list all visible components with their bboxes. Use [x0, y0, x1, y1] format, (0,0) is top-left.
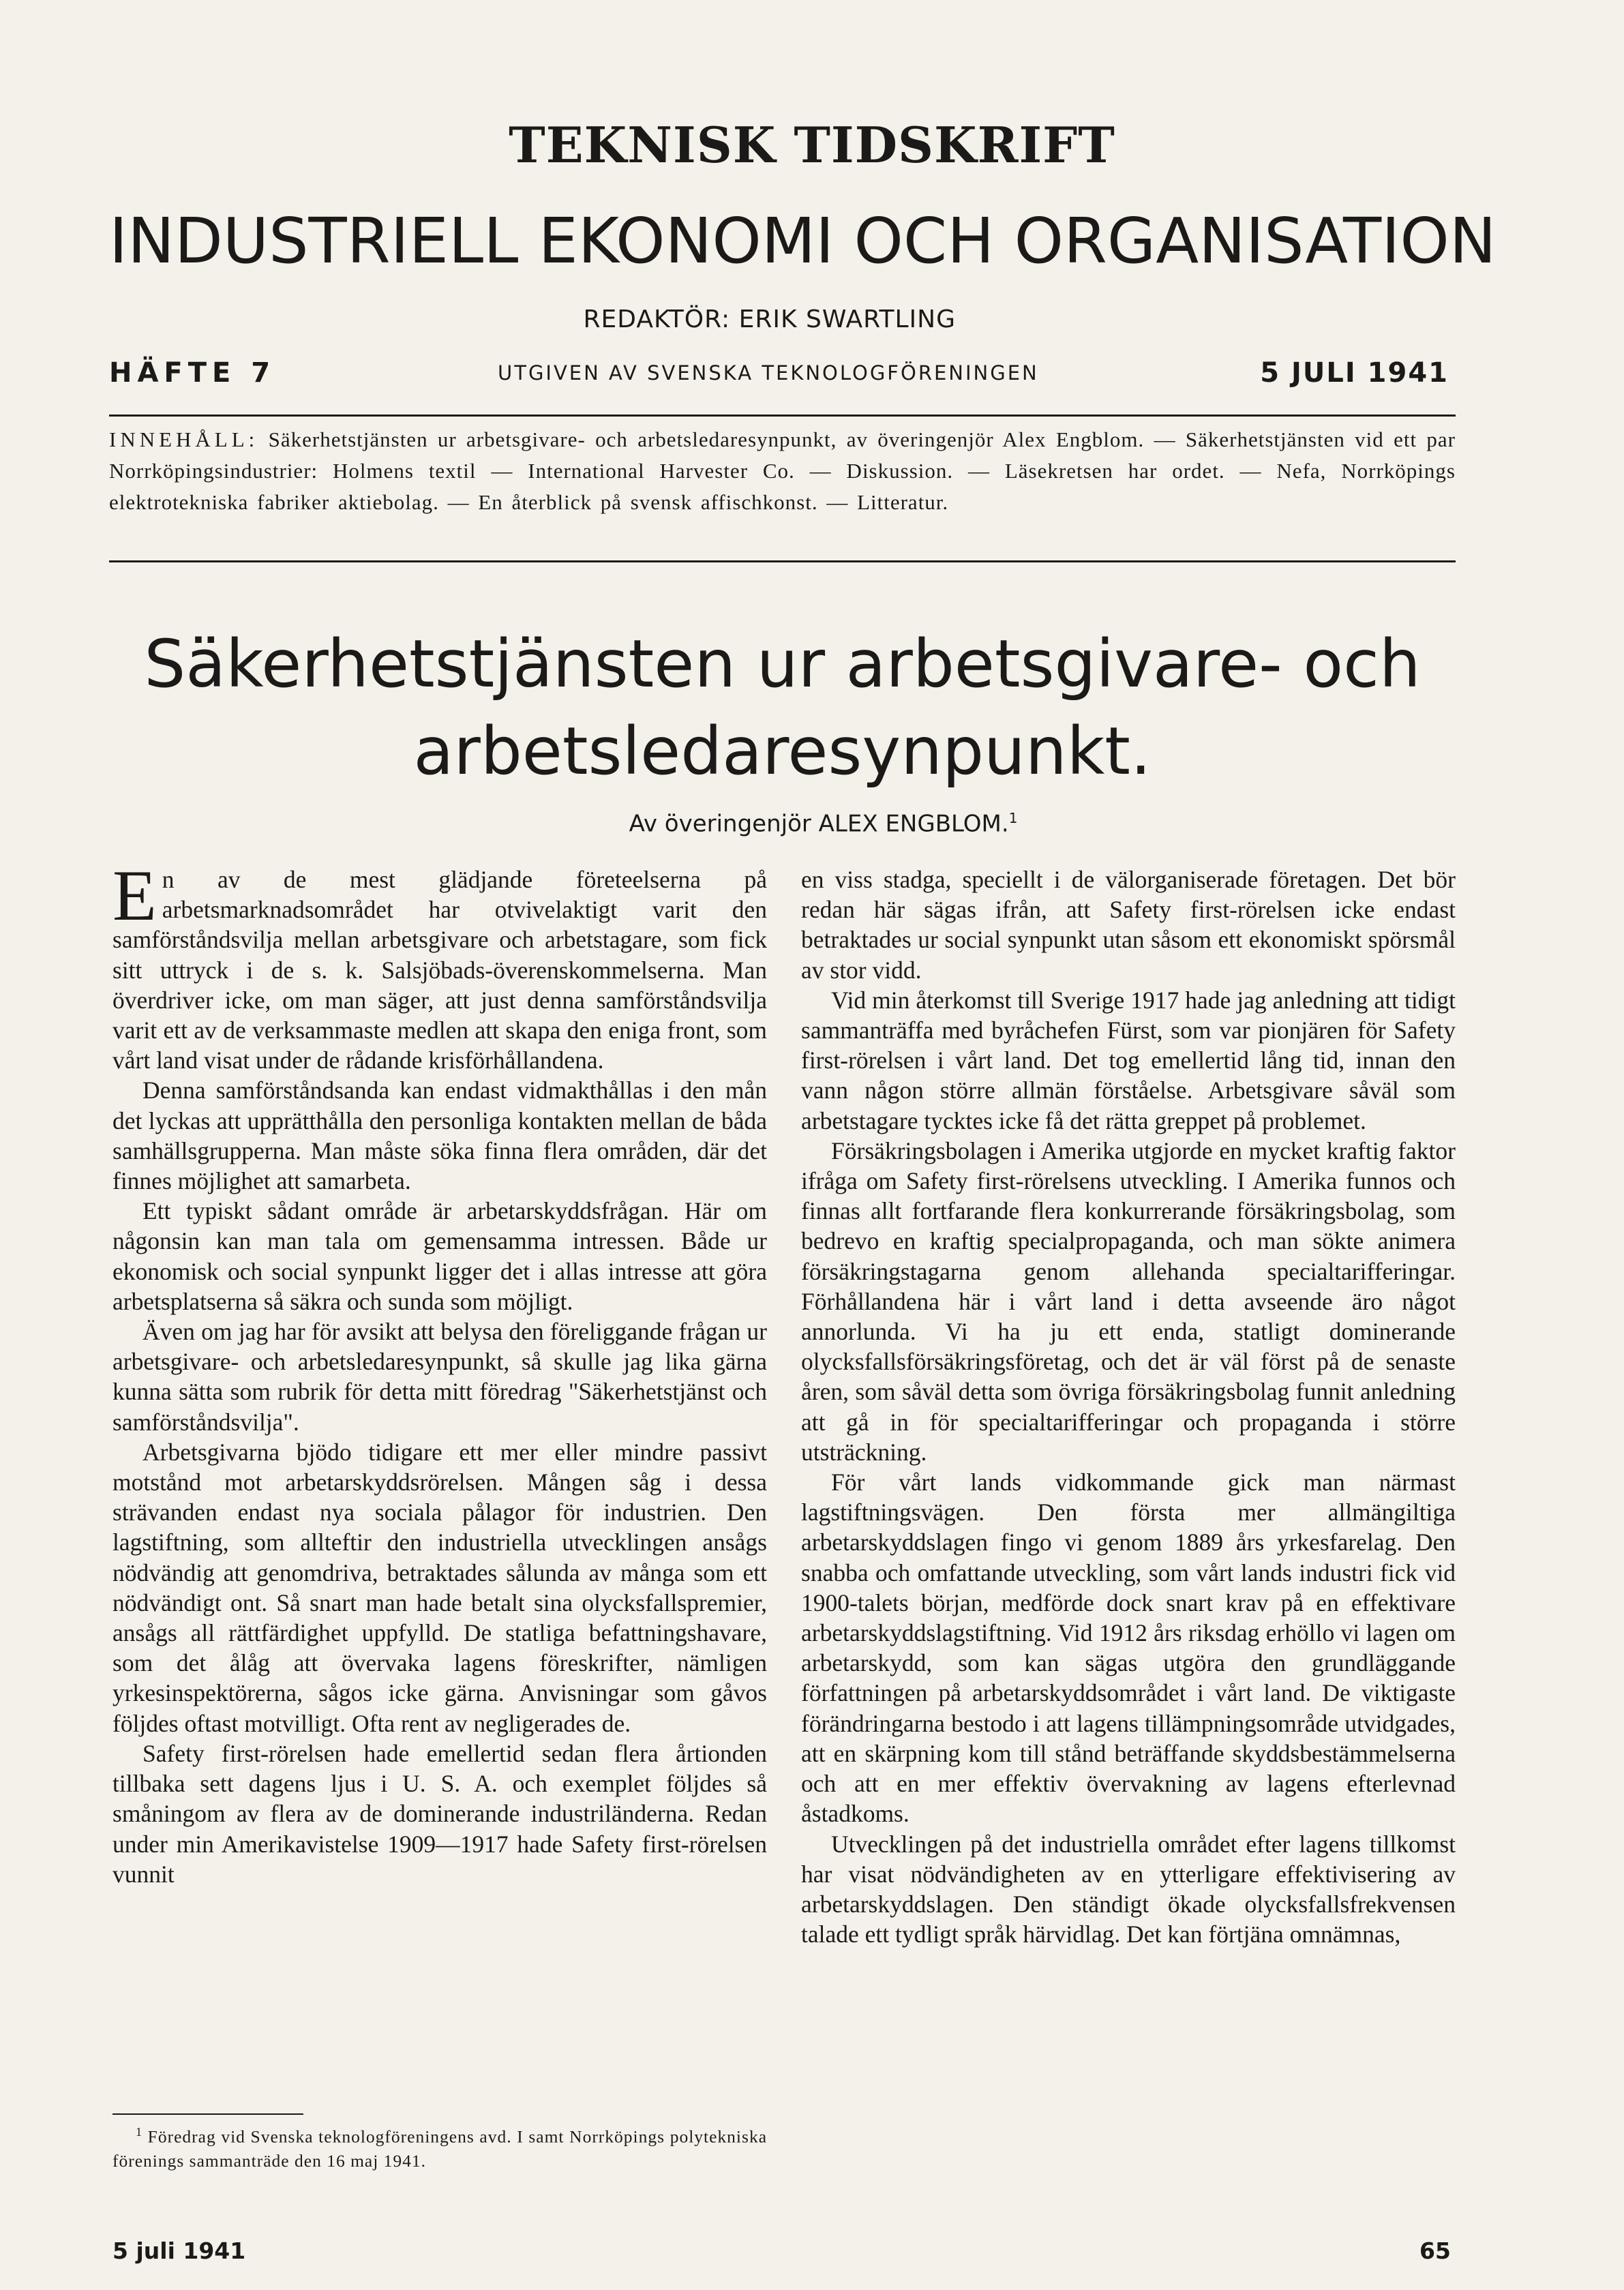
journal-title: TEKNISK TIDSKRIFT: [509, 116, 1115, 174]
issue-number: HÄFTE 7: [109, 357, 276, 389]
paragraph: Ett typiskt sådant område är arbetarskyddsfrågan. Här om någonsin kan man tala om gemensamma intressen. Både ur ekonomisk och social synpunkt ligger det i allas intresse att göra arbetsplatserna så säkra och sunda som möjligt.: [112, 1197, 767, 1315]
paragraph: en viss stadga, speciellt i de välorganiserade företagen. Det bör redan här sägas ifrån, att Safety first-rörelsen icke endast betraktades ur social synpunkt utan såsom ett ekonomiskt spörsmål av stor vidd.: [801, 866, 1456, 984]
paragraph: [112, 864, 767, 1075]
footnote: [112, 2120, 767, 2173]
publisher-line: UTGIVEN AV SVENSKA TEKNOLOGFÖRENINGEN: [498, 361, 1039, 385]
byline: [109, 810, 1456, 837]
section-title: INDUSTRIELL EKONOMI OCH ORGANISATION: [109, 205, 1497, 277]
footnote-mark: 1: [136, 2125, 142, 2139]
column-left: [112, 864, 767, 2104]
contents-label: INNEHÅLL:: [109, 427, 259, 451]
paragraph: Denna samförståndsanda kan endast vidmakthållas i den mån det lyckas att upprätthålla den personliga kontakten mellan de båda samhällsgrupperna. Man måste söka finna flera områden, där det finnes möjlighet att samarbeta.: [112, 1076, 767, 1195]
footnote-text: Föredrag vid Svenska teknologföreningens avd. I samt Norrköpings polytekniska förenings sammanträde den 16 maj 1941.: [112, 2126, 768, 2171]
editor-line: REDAKTÖR: ERIK SWARTLING: [583, 305, 956, 333]
issue-bar: [109, 355, 1449, 395]
paragraph-text: n av de mest glädjande företeelserna på arbetsmarknadsområdet har otvivelaktigt varit den samförståndsvilja mellan arbetsgivare och arbetstagare, som fick sitt uttryck i de s. k. Salsjöbads-överenskommelserna. Man överdriver icke, om man säger, att just denna samförståndsvilja varit ett av de verksammaste medlen att skapa den eniga front, som vårt land visat under de rådande krisförhållandena.: [112, 866, 767, 1074]
paragraph: Även om jag har för avsikt att belysa den föreliggande frågan ur arbetsgivare- och arbetsledaresynpunkt, så skulle jag lika gärna kunna sätta som rubrik för detta mitt föredrag "Säkerhetstjänst och samförståndsvilja".: [112, 1318, 767, 1436]
paragraph: Utvecklingen på det industriella området efter lagens tillkomst har visat nödvändigheten av en ytterligare effektivisering av arbetarskyddslagen. Den ständigt ökade olycksfallsfrekvensen talade ett tydligt språk härvidlag. Det kan förtjäna omnämnas,: [801, 1830, 1456, 1948]
byline-footnote-mark: 1: [1008, 810, 1018, 826]
footnote-divider: [112, 2113, 303, 2115]
drop-cap: E: [112, 864, 157, 935]
paragraph: För vårt lands vidkommande gick man närmast lagstiftningsvägen. Den första mer allmängiltiga arbetarskyddslagen fingo vi genom 1889 års yrkesfarelag. Den snabba och omfattande utveckling, som vårt lands industri fick vid 1900-talets början, medförde dock snart krav på en effektivare arbetarskyddslagstiftning. Vid 1912 års riksdag erhöllo vi lagen om arbetarskydd, som kan sägas utgöra den grundläggande författningen på arbetarskyddsområdet i vårt land. De viktigaste förändringarna bestodo i att lagens tillämpningsområde utvidgades, att en skärpning kom till stånd beträffande skyddsbestämmelserna och att en mer effektiv övervakning av lagens efterlevnad åstadkoms.: [801, 1468, 1456, 1828]
article-title: [109, 620, 1456, 795]
footer-date: 5 juli 1941: [112, 2238, 246, 2264]
paragraph: Safety first-rörelsen hade emellertid sedan flera årtionden tillbaka sett dagens ljus i U. S. A. och exemplet följdes så småningom av flera av de dominerande industriländerna. Redan under min Amerikavistelse 1909—1917 hade Safety first-rörelsen vunnit: [112, 1739, 767, 1888]
paragraph: Försäkringsbolagen i Amerika utgjorde en mycket kraftig faktor ifråga om Safety first-rörelsens utveckling. I Amerika funnos och finnas allt fortfarande flera konkurrerande försäkringsbolag, som bedrevo en kraftig specialpropaganda, och man sökte animera försäkringstagarna genom allehanda specialtarifferingar. Förhållandena här i vårt land i detta avseende äro något annorlunda. Vi ha ju ett enda, statligt dominerande olycksfallsförsäkringsföretag, och det är väl först på de senaste åren, som såväl detta som övriga försäkringsbolag funnit anledning att gå in för specialtarifferingar och propaganda i större utsträckning.: [801, 1136, 1456, 1466]
byline-text: Av överingenjör ALEX ENGBLOM.: [629, 810, 1009, 838]
page-number: 65: [1419, 2238, 1451, 2264]
issue-date: 5 JULI 1941: [1260, 357, 1449, 389]
paragraph: Vid min återkomst till Sverige 1917 hade jag anledning att tidigt sammanträffa med byråchefen Fürst, som var pionjären för Safety first-rörelsen i vårt land. Det tog emellertid lång tid, innan den vann någon större allmän förståelse. Arbetsgivare såväl som arbetstagare tycktes icke få det rätta greppet på problemet.: [801, 986, 1456, 1134]
article-title-line-2: arbetsledaresynpunkt.: [413, 713, 1152, 789]
column-right: [801, 864, 1456, 2104]
article-title-line-1: Säkerhetstjänsten ur arbetsgivare- och: [144, 626, 1421, 702]
divider-bottom: [109, 560, 1456, 562]
contents-text: Säkerhetstjänsten ur arbetsgivare- och arbetsledaresynpunkt, av överingenjör Alex Engblom. — Säkerhetstjänsten vid ett par Norrköpingsindustrier: Holmens textil — International Harvester Co. — Diskussion. — Läsekretsen har ordet. — Nefa, Norrköpings elektrotekniska fabriker aktiebolag. — En återblick på svensk affischkonst. — Litteratur.: [109, 427, 1456, 514]
table-of-contents: [109, 424, 1456, 518]
paragraph: Arbetsgivarna bjödo tidigare ett mer eller mindre passivt motstånd mot arbetarskyddsrörelsen. Mången såg i dessa strävanden endast nya sociala pålagor för industrien. Den lagstiftning, som allteftir den industriella utvecklingen ansågs nödvändig att genomdriva, betraktades sålunda av många som ett nödvändigt ont. Så snart man hade betalt sina olycksfallspremier, ansågs all rättfärdighet uppfylld. De statliga befattningshavare, som det ålåg att övervaka lagens föreskrifter, nämligen yrkesinspektörerna, sågos icke gärna. Anvisningar som gåvos följdes oftast motvilligt. Ofta rent av negligerades de.: [112, 1438, 767, 1737]
divider-top: [109, 415, 1456, 417]
